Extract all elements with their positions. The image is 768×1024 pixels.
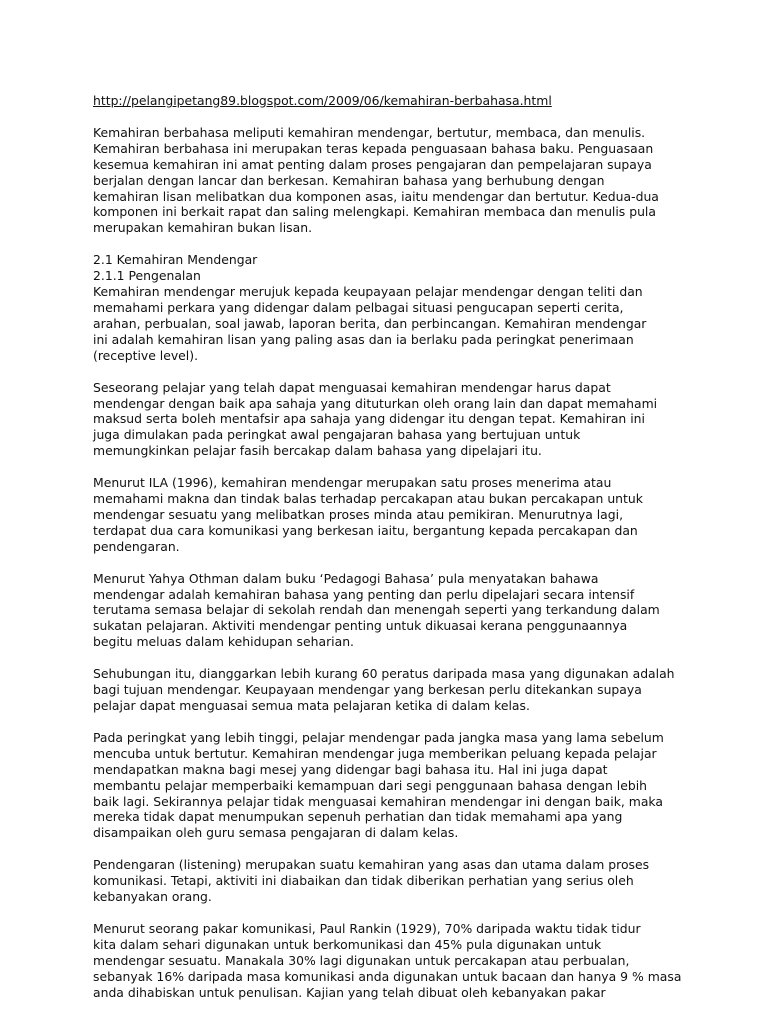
- text-line: mendengar dengan baik apa sahaja yang dituturkan oleh orang lain dan dapat memahami: [93, 395, 658, 411]
- text-line: Kemahiran mendengar merujuk kepada keupayaan pelajar mendengar dengan teliti dan: [93, 284, 643, 300]
- text-line: memungkinkan pelajar fasih bercakap dalam bahasa yang dipelajari itu.: [93, 443, 542, 459]
- text-line: komponen ini berkait rapat dan saling melengkapi. Kemahiran membaca dan menulis pula: [93, 204, 656, 220]
- text-line: Kemahiran berbahasa ini merupakan teras kepada penguasaan bahasa baku. Penguasaan: [93, 140, 654, 156]
- text-line: maksud serta boleh mentafsir apa sahaja yang didengar itu dengan tepat. Kemahiran ini: [93, 411, 645, 427]
- text-line: Kemahiran berbahasa meliputi kemahiran mendengar, bertutur, membaca, dan menulis.: [93, 124, 646, 140]
- text-line: terdapat dua cara komunikasi yang berkesan iaitu, bergantung kepada percakapan dan: [93, 522, 638, 538]
- text-line: kemahiran lisan melibatkan dua komponen asas, iaitu mendengar dan bertutur. Kedua-dua: [93, 188, 659, 204]
- text-line: Pendengaran (listening) merupakan suatu kemahiran yang asas dan utama dalam proses: [93, 857, 650, 873]
- text-line: terutama semasa belajar di sekolah rendah dan menengah seperti yang terkandung dalam: [93, 602, 660, 618]
- source-url-link[interactable]: http://pelangipetang89.blogspot.com/2009/06/kemahiran-berbahasa.html: [93, 93, 552, 108]
- text-line: mereka tidak dapat menumpukan sepenuh perhatian dan tidak memahami apa yang: [93, 809, 623, 825]
- text-line: juga dimulakan pada peringkat awal pengajaran bahasa yang bertujuan untuk: [93, 427, 581, 443]
- text-line: kesemua kemahiran ini amat penting dalam proses pengajaran dan pempelajaran supaya: [93, 156, 652, 172]
- text-line: 2.1 Kemahiran Mendengar: [93, 252, 258, 268]
- text-line: kebanyakan orang.: [93, 889, 212, 905]
- paragraph: [93, 921, 693, 1001]
- text-line: memahami perkara yang didengar dalam pelbagai situasi pengucapan seperti cerita,: [93, 299, 624, 315]
- text-line: Seseorang pelajar yang telah dapat menguasai kemahiran mendengar harus dapat: [93, 379, 611, 395]
- text-line: mendengar sesuatu. Manakala 30% lagi digunakan untuk percakapan atau perbualan,: [93, 952, 630, 968]
- text-line: Menurut Yahya Othman dalam buku ‘Pedagogi Bahasa’ pula menyatakan bahawa: [93, 570, 599, 586]
- text-line: (receptive level).: [93, 347, 199, 363]
- text-line: mendengar adalah kemahiran bahasa yang penting dan perlu dipelajari secara intensif: [93, 586, 635, 602]
- text-line: pelajar dapat menguasai semua mata pelajaran ketika di dalam kelas.: [93, 698, 530, 713]
- document-page: [93, 93, 693, 1017]
- paragraph: [93, 125, 693, 236]
- text-line: Menurut ILA (1996), kemahiran mendengar merupakan satu proses menerima atau: [93, 475, 612, 491]
- text-line: membantu pelajar memperbaiki kemampuan dari segi penggunaan bahasa dengan lebih: [93, 777, 648, 793]
- text-line: 2.1.1 Pengenalan: [93, 268, 201, 284]
- text-line: disampaikan oleh guru semasa pengajaran di dalam kelas.: [93, 825, 459, 841]
- text-line: Sehubungan itu, dianggarkan lebih kurang 60 peratus daripada masa yang digunakan adalah: [93, 666, 675, 682]
- text-line: komunikasi. Tetapi, aktiviti ini diabaikan dan tidak diberikan perhatian yang serius oleh: [93, 873, 634, 889]
- text-line: mendapatkan makna bagi mesej yang didengar bagi bahasa itu. Hal ini juga dapat: [93, 761, 608, 777]
- paragraph: [93, 857, 693, 905]
- text-line: begitu meluas dalam kehidupan seharian.: [93, 634, 354, 650]
- paragraph: [93, 571, 693, 651]
- paragraph: [93, 666, 693, 714]
- text-line: sukatan pelajaran. Aktiviti mendengar penting untuk dikuasai kerana penggunaannya: [93, 618, 628, 634]
- text-line: merupakan kemahiran bukan lisan.: [93, 220, 313, 236]
- document-body: [93, 125, 693, 1001]
- text-line: berjalan dengan lancar dan berkesan. Kemahiran bahasa yang berhubung dengan: [93, 172, 605, 188]
- text-line: Menurut seorang pakar komunikasi, Paul Rankin (1929), 70% daripada waktu tidak tidur: [93, 920, 641, 936]
- text-line: kita dalam sehari digunakan untuk berkomunikasi dan 45% pula digunakan untuk: [93, 936, 602, 952]
- text-line: baik lagi. Sekirannya pelajar tidak menguasai kemahiran mendengar ini dengan baik, maka: [93, 793, 663, 809]
- text-line: sebanyak 16% daripada masa komunikasi anda digunakan untuk bacaan dan hanya 9 % masa: [93, 968, 682, 984]
- text-line: mencuba untuk bertutur. Kemahiran mendengar juga memberikan peluang kepada pelajar: [93, 745, 657, 761]
- text-line: ini adalah kemahiran lisan yang paling asas dan ia berlaku pada peringkat penerimaan: [93, 331, 634, 347]
- text-line: bagi tujuan mendengar. Keupayaan mendengar yang berkesan perlu ditekankan supaya: [93, 682, 642, 698]
- text-line: pendengaran.: [93, 538, 180, 554]
- paragraph: [93, 380, 693, 460]
- paragraph: [93, 730, 693, 841]
- text-line: Pada peringkat yang lebih tinggi, pelajar mendengar pada jangka masa yang lama sebelum: [93, 729, 664, 745]
- text-line: mendengar sesuatu yang melibatkan proses minda atau pemikiran. Menurutnya lagi,: [93, 506, 624, 522]
- paragraph: [93, 252, 693, 363]
- text-line: memahami makna dan tindak balas terhadap percakapan atau bukan percakapan untuk: [93, 491, 643, 507]
- text-line: anda dihabiskan untuk penulisan. Kajian yang telah dibuat oleh kebanyakan pakar: [93, 984, 606, 1000]
- paragraph: [93, 475, 693, 555]
- text-line: arahan, perbualan, soal jawab, laporan berita, dan perbincangan. Kemahiran mendengar: [93, 315, 647, 331]
